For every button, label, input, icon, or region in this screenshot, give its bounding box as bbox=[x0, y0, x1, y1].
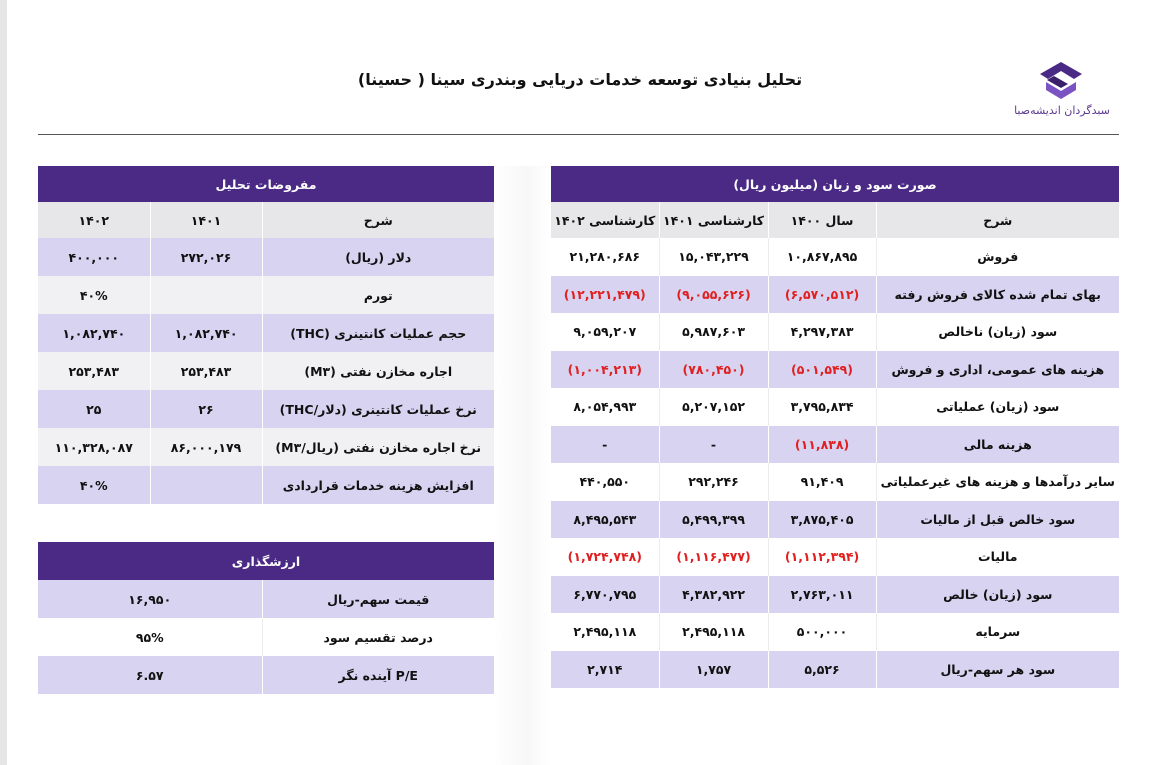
cell-value: ۶.۵۷ bbox=[38, 656, 262, 694]
table-row bbox=[551, 576, 1119, 614]
cell-value: ۹۵% bbox=[38, 618, 262, 656]
cell-value: ۲۱,۲۸۰,۶۸۶ bbox=[551, 238, 659, 276]
table-row bbox=[551, 426, 1119, 464]
row-label: فروش bbox=[876, 238, 1119, 276]
table-row bbox=[551, 351, 1119, 389]
cell-value: ۵,۹۸۷,۶۰۳ bbox=[659, 313, 768, 351]
table-row bbox=[551, 276, 1119, 314]
table-row bbox=[38, 580, 494, 618]
cell-value: ۲۵۳,۴۸۳ bbox=[38, 352, 150, 390]
cell-value: ۴۰% bbox=[38, 276, 150, 314]
table-row bbox=[551, 313, 1119, 351]
cell-value: ۱,۰۸۲,۷۴۰ bbox=[38, 314, 150, 352]
cell-value: ۲۹۲,۲۴۶ bbox=[659, 463, 768, 501]
cell-value: ۹,۰۵۹,۲۰۷ bbox=[551, 313, 659, 351]
cell-value: ۴۰% bbox=[38, 466, 150, 504]
cell-value: (۶,۵۷۰,۵۱۲) bbox=[768, 276, 876, 314]
cell-value: (۵۰۱,۵۴۹) bbox=[768, 351, 876, 389]
cell-value: ۹۱,۴۰۹ bbox=[768, 463, 876, 501]
cell-value: (۹,۰۵۵,۶۲۶) bbox=[659, 276, 768, 314]
row-label: اجاره مخازن نفتی (M۳) bbox=[262, 352, 494, 390]
table-row bbox=[38, 352, 494, 390]
table-row bbox=[551, 501, 1119, 539]
cell-value: - bbox=[659, 426, 768, 464]
cell-value: (۱۱,۸۳۸) bbox=[768, 426, 876, 464]
cell-value: (۱,۱۱۲,۳۹۴) bbox=[768, 538, 876, 576]
cell-value: ۱۶,۹۵۰ bbox=[38, 580, 262, 618]
cell-value: (۱۲,۲۲۱,۴۷۹) bbox=[551, 276, 659, 314]
column-header: ۱۴۰۲ bbox=[38, 202, 150, 238]
cell-value bbox=[150, 276, 262, 314]
row-label: نرخ اجاره مخازن نفتی (ریال/M۳) bbox=[262, 428, 494, 466]
row-label: بهای تمام شده کالای فروش رفته bbox=[876, 276, 1119, 314]
row-label: هزینه مالی bbox=[876, 426, 1119, 464]
column-header: کارشناسی ۱۴۰۱ bbox=[659, 202, 768, 238]
table-row bbox=[38, 314, 494, 352]
row-label: سود (زیان) عملیاتی bbox=[876, 388, 1119, 426]
assumptions-table bbox=[38, 166, 494, 504]
table-row bbox=[551, 613, 1119, 651]
cell-value: ۸,۰۵۴,۹۹۳ bbox=[551, 388, 659, 426]
table-row bbox=[551, 463, 1119, 501]
cell-value: (۱,۰۰۴,۲۱۳) bbox=[551, 351, 659, 389]
valuation-table bbox=[38, 542, 494, 694]
row-label: هزینه های عمومی، اداری و فروش bbox=[876, 351, 1119, 389]
row-label: تورم bbox=[262, 276, 494, 314]
cell-value: ۴۰۰,۰۰۰ bbox=[38, 238, 150, 276]
cell-value: ۵۰۰,۰۰۰ bbox=[768, 613, 876, 651]
income-statement-header-row bbox=[551, 202, 1119, 238]
valuation-title: ارزشگذاری bbox=[38, 542, 494, 580]
table-row bbox=[551, 238, 1119, 276]
table-row bbox=[38, 618, 494, 656]
header-divider bbox=[38, 134, 1119, 135]
cell-value bbox=[150, 466, 262, 504]
table-row bbox=[551, 388, 1119, 426]
cell-value: ۴۴۰,۵۵۰ bbox=[551, 463, 659, 501]
table-row bbox=[38, 276, 494, 314]
page-edge bbox=[0, 0, 7, 765]
cell-value: ۸۶,۰۰۰,۱۷۹ bbox=[150, 428, 262, 466]
table-row bbox=[551, 538, 1119, 576]
cell-value: ۲۵۳,۴۸۳ bbox=[150, 352, 262, 390]
row-label: حجم عملیات کانتینری (THC) bbox=[262, 314, 494, 352]
cell-value: - bbox=[551, 426, 659, 464]
cell-value: ۶,۷۷۰,۷۹۵ bbox=[551, 576, 659, 614]
table-row bbox=[551, 651, 1119, 689]
row-label: قیمت سهم-ریال bbox=[262, 580, 494, 618]
cell-value: ۲,۴۹۵,۱۱۸ bbox=[659, 613, 768, 651]
table-row bbox=[38, 466, 494, 504]
row-label: سود (زیان) ناخالص bbox=[876, 313, 1119, 351]
cell-value: (۷۸۰,۴۵۰) bbox=[659, 351, 768, 389]
assumptions-title: مفروضات تحلیل bbox=[38, 166, 494, 202]
brand-logo-text: سبدگردان اندیشه‌صبا bbox=[1014, 104, 1110, 117]
cell-value: ۵,۵۲۶ bbox=[768, 651, 876, 689]
cell-value: ۱,۰۸۲,۷۴۰ bbox=[150, 314, 262, 352]
cell-value: ۱۱۰,۳۲۸,۰۸۷ bbox=[38, 428, 150, 466]
income-statement-title: صورت سود و زیان (میلیون ریال) bbox=[551, 166, 1119, 202]
page-title: تحلیل بنیادی توسعه خدمات دریایی وبندری سینا ( حسینا) bbox=[357, 70, 803, 89]
cell-value: ۲۵ bbox=[38, 390, 150, 428]
cell-value: ۱,۷۵۷ bbox=[659, 651, 768, 689]
cell-value: ۵,۲۰۷,۱۵۲ bbox=[659, 388, 768, 426]
cell-value: ۴,۲۹۷,۳۸۳ bbox=[768, 313, 876, 351]
cell-value: ۲,۷۶۳,۰۱۱ bbox=[768, 576, 876, 614]
cell-value: ۲۶ bbox=[150, 390, 262, 428]
column-header: شرح bbox=[262, 202, 494, 238]
table-row bbox=[38, 428, 494, 466]
row-label: سایر درآمدها و هزینه های غیرعملیاتی bbox=[876, 463, 1119, 501]
assumptions-header-row bbox=[38, 202, 494, 238]
cell-value: ۵,۴۹۹,۳۹۹ bbox=[659, 501, 768, 539]
cell-value: ۱۰,۸۶۷,۸۹۵ bbox=[768, 238, 876, 276]
cell-value: ۴,۳۸۲,۹۲۲ bbox=[659, 576, 768, 614]
cell-value: ۲۷۲,۰۲۶ bbox=[150, 238, 262, 276]
column-header: شرح bbox=[876, 202, 1119, 238]
row-label: سرمایه bbox=[876, 613, 1119, 651]
row-label: درصد تقسیم سود bbox=[262, 618, 494, 656]
cell-value: ۱۵,۰۴۳,۲۲۹ bbox=[659, 238, 768, 276]
cell-value: ۲,۴۹۵,۱۱۸ bbox=[551, 613, 659, 651]
table-row bbox=[38, 656, 494, 694]
row-label: مالیات bbox=[876, 538, 1119, 576]
brand-logo-icon bbox=[1036, 60, 1086, 104]
row-label: سود خالص قبل از مالیات bbox=[876, 501, 1119, 539]
row-label: سود هر سهم-ریال bbox=[876, 651, 1119, 689]
row-label: P/E آینده نگر bbox=[262, 656, 494, 694]
cell-value: ۸,۴۹۵,۵۴۳ bbox=[551, 501, 659, 539]
row-label: دلار (ریال) bbox=[262, 238, 494, 276]
table-row bbox=[38, 238, 494, 276]
cell-value: ۲,۷۱۴ bbox=[551, 651, 659, 689]
center-gutter bbox=[494, 166, 550, 765]
income-statement-table bbox=[551, 166, 1119, 688]
row-label: نرخ عملیات کانتینری (دلار/THC) bbox=[262, 390, 494, 428]
cell-value: ۳,۸۷۵,۴۰۵ bbox=[768, 501, 876, 539]
row-label: سود (زیان) خالص bbox=[876, 576, 1119, 614]
row-label: افزایش هزینه خدمات قراردادی bbox=[262, 466, 494, 504]
brand-logo bbox=[1000, 60, 1124, 130]
column-header: ۱۴۰۱ bbox=[150, 202, 262, 238]
column-header: سال ۱۴۰۰ bbox=[768, 202, 876, 238]
cell-value: (۱,۷۲۴,۷۴۸) bbox=[551, 538, 659, 576]
cell-value: ۳,۷۹۵,۸۳۴ bbox=[768, 388, 876, 426]
column-header: کارشناسی ۱۴۰۲ bbox=[551, 202, 659, 238]
cell-value: (۱,۱۱۶,۴۷۷) bbox=[659, 538, 768, 576]
table-row bbox=[38, 390, 494, 428]
